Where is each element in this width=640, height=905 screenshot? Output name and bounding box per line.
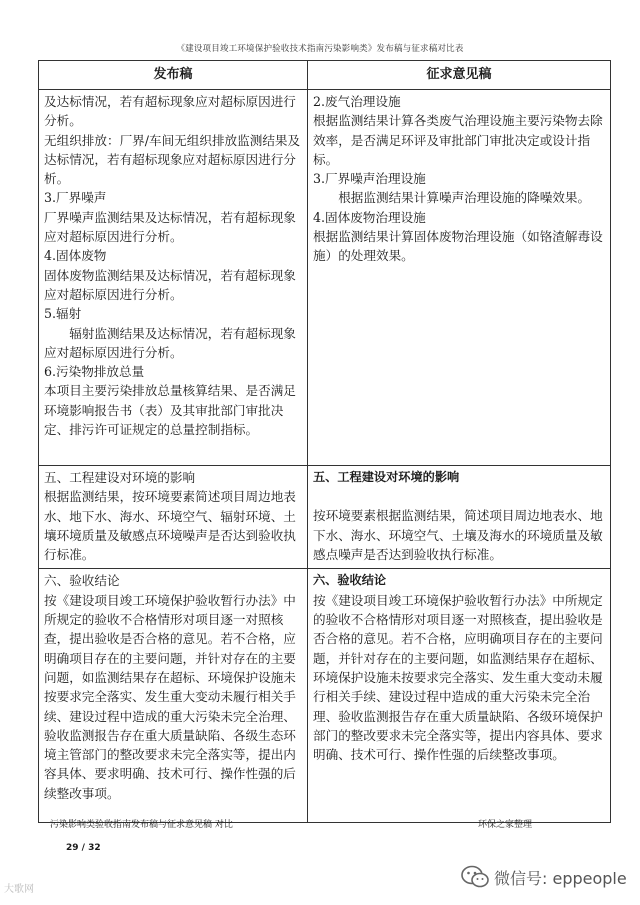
draft-cell-treatment [308, 90, 611, 466]
text-paragraph: 根据监测结果计算噪声治理设施的降噪效果。 [338, 190, 591, 206]
footer-source: 环保之家整理 [478, 820, 533, 830]
comparison-table [38, 60, 611, 823]
section-heading: 六、验收结论 [44, 573, 120, 589]
table-row [39, 90, 611, 466]
section-label: 5.辐射 [44, 306, 82, 322]
section-label: 6.污染物排放总量 [44, 364, 145, 380]
section-heading: 五、工程建设对环境的影响 [313, 470, 460, 484]
text-paragraph: 按《建设项目竣工环境保护验收暂行办法》中所规定的验收不合格情形对项目逐一对照核查，提出验收是否合格的意见。若不合格，应明确项目存在的主要问题，并针对存在的主要问题，如监测结果存在超标、环境保护设施未按要求完全落实、发生重大变动未履行相关手续、建设过程中造成的重大污染未完全治理、验收监测报告存在重大质量缺陷、各级环境保护部门的整改要求未完全落实等，提出内容具体、要求明确、技术可行、操作性强的后续整改事项。 [313, 592, 603, 763]
section-heading: 五、工程建设对环境的影响 [44, 470, 196, 485]
column-header-draft: 征求意见稿 [308, 61, 611, 90]
published-cell-monitoring [39, 90, 308, 466]
section-label: 3.厂界噪声治理设施 [313, 171, 426, 187]
text-paragraph: 根据监测结果计算固体废物治理设施（如铬渣解毒设施）的处理效果。 [313, 229, 603, 264]
published-cell-impact [39, 466, 308, 569]
section-label: 4.固体废物 [44, 248, 107, 264]
watermark-wechat [460, 864, 627, 890]
wechat-icon [460, 864, 490, 890]
text-paragraph: 及达标情况，若有超标现象应对超标原因进行分析。 [44, 94, 296, 129]
section-heading: 六、验收结论 [313, 573, 387, 588]
wechat-id-text: 微信号: eppeople [494, 868, 627, 888]
section-label: 3.厂界噪声 [44, 190, 107, 206]
text-paragraph: 按《建设项目竣工环境保护验收暂行办法》中所规定的验收不合格情形对项目逐一对照核查，提出验收是否合格的意见。若不合格，应明确项目存在的主要问题，并针对存在的主要问题，如监测结果存在超标、环境保护设施未按要求完全落实、发生重大变动未履行相关手续、建设过程中造成的重大污染未完全治理、验收监测报告存在重大质量缺陷、各级生态环境主管部门的整改要求未完全落实等，提出内容具体、要求明确、技术可行、操作性强的后续整改事项。 [44, 592, 296, 801]
text-paragraph: 固体废物监测结果及达标情况，若有超标现象应对超标原因进行分析。 [44, 267, 296, 302]
column-header-published: 发布稿 [39, 61, 308, 90]
running-title: 《建设项目竣工环境保护验收技术指南污染影响类》发布稿与征求稿对比表 [176, 44, 464, 54]
watermark-left: 大歌网 [4, 884, 34, 895]
draft-cell-conclusion [308, 569, 611, 823]
text-paragraph: 按环境要素根据监测结果，简述项目周边地表水、地下水、海水、环境空气、土壤及海水的环境质量及敏感点噪声是否达到验收执行标准。 [313, 508, 603, 562]
text-paragraph: 厂界噪声监测结果及达标情况，若有超标现象应对超标原因进行分析。 [44, 209, 296, 245]
text-paragraph: 辐射监测结果及达标情况，若有超标现象应对超标原因进行分析。 [44, 325, 296, 360]
page-number: 29 / 32 [66, 843, 101, 853]
table-header-row [39, 61, 611, 90]
section-label: 2.废气治理设施 [313, 94, 401, 109]
text-paragraph: 无组织排放：厂界/车间无组织排放监测结果及达标情况，若有超标现象应对超标原因进行分析。 [44, 132, 301, 187]
section-label: 4.固体废物治理设施 [313, 209, 426, 225]
text-paragraph: 本项目主要污染排放总量核算结果、是否满足环境影响报告书（表）及其审批部门审批决定、排污许可证规定的总量控制指标。 [44, 383, 296, 438]
published-cell-conclusion [39, 569, 308, 823]
footer-document-title: 污染影响类验收指南发布稿与征求意见稿 对比 [50, 820, 233, 830]
table-row [39, 466, 611, 569]
text-paragraph: 根据监测结果计算各类废气治理设施主要污染物去除效率，是否满足环评及审批部门审批决定或设计指标。 [313, 113, 603, 167]
draft-cell-impact [308, 466, 611, 569]
text-paragraph: 根据监测结果，按环境要素简述项目周边地表水、地下水、海水、环境空气、辐射环境、土壤环境质量及敏感点环境噪声是否达到验收执行标准。 [44, 489, 296, 563]
table-row [39, 569, 611, 823]
